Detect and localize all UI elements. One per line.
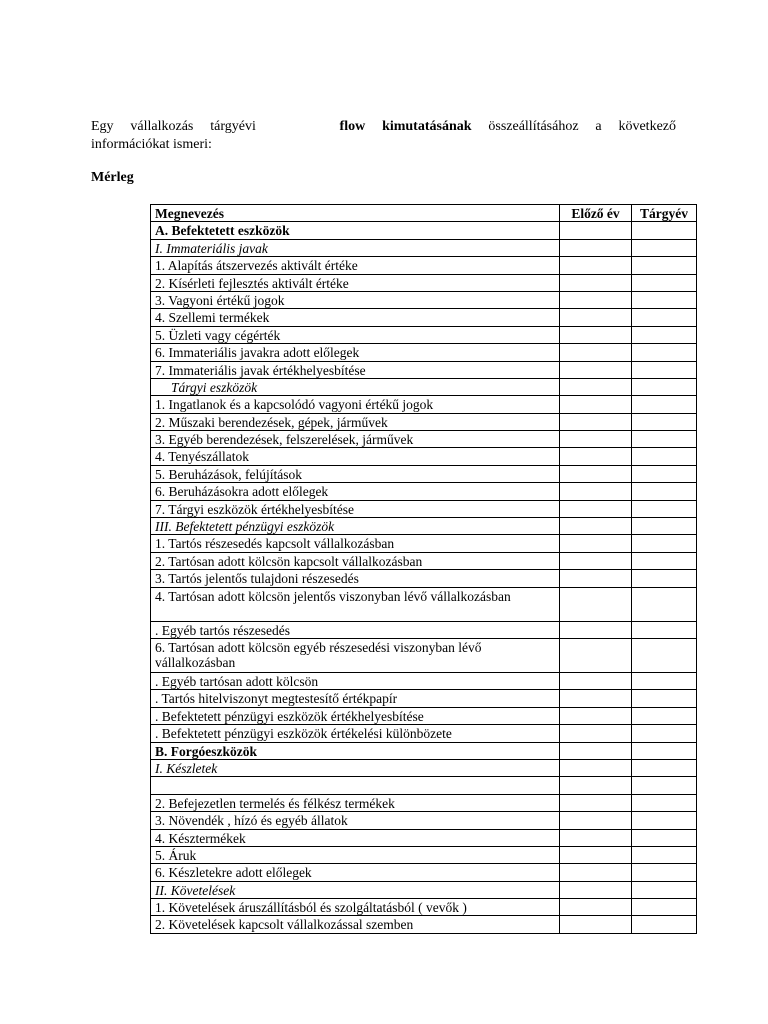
table-row	[151, 864, 697, 881]
cell-targyev	[632, 326, 697, 343]
cell-elozo-ev	[560, 672, 632, 689]
table-row	[151, 725, 697, 742]
row-label: 2. Követelések kapcsolt vállalkozással szemben	[151, 916, 560, 933]
row-label: 7. Immateriális javak értékhelyesbítése	[151, 361, 560, 378]
cell-targyev	[632, 274, 697, 291]
intro-line-1	[91, 118, 676, 136]
cell-targyev	[632, 239, 697, 256]
cell-elozo-ev	[560, 707, 632, 724]
table-row	[151, 257, 697, 274]
table-row	[151, 291, 697, 308]
cell-elozo-ev	[560, 899, 632, 916]
intro-word: összeállításához	[488, 119, 579, 134]
cell-targyev	[632, 309, 697, 326]
row-label: 5. Beruházások, felújítások	[151, 465, 560, 482]
table-row	[151, 707, 697, 724]
row-label: 3. Vagyoni értékű jogok	[151, 291, 560, 308]
intro-word: a	[595, 119, 602, 134]
cell-targyev	[632, 621, 697, 638]
cell-elozo-ev	[560, 759, 632, 776]
intro-line-2: információkat ismeri:	[91, 137, 212, 152]
cell-targyev	[632, 777, 697, 794]
table-row	[151, 777, 697, 794]
intro-gap	[273, 118, 323, 136]
table-row	[151, 309, 697, 326]
row-label: 4. Szellemi termékek	[151, 309, 560, 326]
cell-targyev	[632, 707, 697, 724]
table-row	[151, 465, 697, 482]
table-row	[151, 759, 697, 776]
cell-targyev	[632, 465, 697, 482]
row-label: B. Forgóeszközök	[151, 742, 560, 759]
table-row	[151, 326, 697, 343]
cell-elozo-ev	[560, 846, 632, 863]
cell-elozo-ev	[560, 274, 632, 291]
cell-elozo-ev	[560, 587, 632, 621]
table-row	[151, 500, 697, 517]
cell-targyev	[632, 846, 697, 863]
cell-elozo-ev	[560, 570, 632, 587]
row-label: 3. Tartós jelentős tulajdoni részesedés	[151, 570, 560, 587]
row-label: 3. Egyéb berendezések, felszerelések, járművek	[151, 431, 560, 448]
row-label: III. Befektetett pénzügyi eszközök	[151, 518, 560, 535]
table-row	[151, 361, 697, 378]
row-label: 1. Követelések áruszállításból és szolgáltatásból ( vevők )	[151, 899, 560, 916]
cell-elozo-ev	[560, 552, 632, 569]
cell-elozo-ev	[560, 621, 632, 638]
table-row	[151, 916, 697, 933]
table-row	[151, 587, 697, 621]
row-label: . Egyéb tartósan adott kölcsön	[151, 672, 560, 689]
table-row	[151, 535, 697, 552]
cell-elozo-ev	[560, 448, 632, 465]
row-label	[151, 777, 560, 794]
cell-targyev	[632, 344, 697, 361]
cell-targyev	[632, 222, 697, 239]
row-label: 6. Beruházásokra adott előlegek	[151, 483, 560, 500]
cell-elozo-ev	[560, 742, 632, 759]
cell-elozo-ev	[560, 257, 632, 274]
cell-targyev	[632, 672, 697, 689]
row-label: . Befektetett pénzügyi eszközök értékelési különbözete	[151, 725, 560, 742]
cell-elozo-ev	[560, 291, 632, 308]
cell-elozo-ev	[560, 413, 632, 430]
cell-targyev	[632, 378, 697, 395]
cell-targyev	[632, 552, 697, 569]
row-label: . Befektetett pénzügyi eszközök értékhelyesbítése	[151, 707, 560, 724]
table-row	[151, 344, 697, 361]
table-row	[151, 378, 697, 395]
section-title: Mérleg	[91, 170, 134, 185]
cell-elozo-ev	[560, 326, 632, 343]
intro-word-bold: kimutatásának	[382, 119, 472, 134]
row-label: II. Követelések	[151, 881, 560, 898]
table-row	[151, 621, 697, 638]
row-label: 6. Immateriális javakra adott előlegek	[151, 344, 560, 361]
row-label: I. Készletek	[151, 759, 560, 776]
table-row	[151, 222, 697, 239]
table-header-row	[151, 205, 697, 222]
cell-elozo-ev	[560, 690, 632, 707]
row-label: 2. Tartósan adott kölcsön kapcsolt vállalkozásban	[151, 552, 560, 569]
row-label: 6. Tartósan adott kölcsön egyéb részesedési viszonyban lévő vállalkozásban	[151, 638, 560, 672]
cell-elozo-ev	[560, 222, 632, 239]
intro-paragraph	[91, 118, 676, 154]
header-targyev: Tárgyév	[632, 205, 697, 222]
table-row	[151, 552, 697, 569]
table-body	[151, 222, 697, 933]
cell-targyev	[632, 396, 697, 413]
cell-targyev	[632, 500, 697, 517]
row-label: 2. Műszaki berendezések, gépek, járművek	[151, 413, 560, 430]
cell-elozo-ev	[560, 777, 632, 794]
cell-targyev	[632, 535, 697, 552]
cell-elozo-ev	[560, 638, 632, 672]
cell-targyev	[632, 483, 697, 500]
table-row	[151, 570, 697, 587]
cell-targyev	[632, 899, 697, 916]
cell-targyev	[632, 742, 697, 759]
header-elozo-ev: Előző év	[560, 205, 632, 222]
cell-elozo-ev	[560, 916, 632, 933]
table-row	[151, 518, 697, 535]
cell-targyev	[632, 690, 697, 707]
row-label: 4. Késztermékek	[151, 829, 560, 846]
cell-targyev	[632, 725, 697, 742]
intro-word: vállalkozás	[130, 119, 194, 134]
row-label: 5. Áruk	[151, 846, 560, 863]
table-row	[151, 638, 697, 672]
table-row	[151, 396, 697, 413]
cell-targyev	[632, 431, 697, 448]
table-row	[151, 448, 697, 465]
table-row	[151, 672, 697, 689]
row-label: 4. Tartósan adott kölcsön jelentős viszonyban lévő vállalkozásban	[151, 587, 560, 621]
cell-elozo-ev	[560, 396, 632, 413]
cell-targyev	[632, 829, 697, 846]
row-label: I. Immateriális javak	[151, 239, 560, 256]
table-row	[151, 829, 697, 846]
row-label: 5. Üzleti vagy cégérték	[151, 326, 560, 343]
cell-elozo-ev	[560, 378, 632, 395]
cell-targyev	[632, 291, 697, 308]
cell-elozo-ev	[560, 812, 632, 829]
row-label: A. Befektetett eszközök	[151, 222, 560, 239]
cell-targyev	[632, 413, 697, 430]
cell-targyev	[632, 881, 697, 898]
cell-targyev	[632, 587, 697, 621]
table-row	[151, 794, 697, 811]
row-label: 7. Tárgyi eszközök értékhelyesbítése	[151, 500, 560, 517]
row-label: 4. Tenyészállatok	[151, 448, 560, 465]
cell-elozo-ev	[560, 881, 632, 898]
table-row	[151, 812, 697, 829]
table-row	[151, 881, 697, 898]
cell-targyev	[632, 448, 697, 465]
cell-targyev	[632, 638, 697, 672]
cell-elozo-ev	[560, 500, 632, 517]
cell-elozo-ev	[560, 725, 632, 742]
row-label: 2. Befejezetlen termelés és félkész termékek	[151, 794, 560, 811]
intro-word: tárgyévi	[210, 119, 256, 134]
cell-targyev	[632, 257, 697, 274]
table-row	[151, 239, 697, 256]
row-label: . Tartós hitelviszonyt megtestesítő értékpapír	[151, 690, 560, 707]
cell-targyev	[632, 518, 697, 535]
cell-targyev	[632, 759, 697, 776]
table-row	[151, 483, 697, 500]
cell-elozo-ev	[560, 535, 632, 552]
intro-word: következő	[618, 119, 676, 134]
row-label: . Egyéb tartós részesedés	[151, 621, 560, 638]
row-label: 1. Tartós részesedés kapcsolt vállalkozásban	[151, 535, 560, 552]
table-row	[151, 274, 697, 291]
cell-elozo-ev	[560, 239, 632, 256]
cell-targyev	[632, 916, 697, 933]
cell-elozo-ev	[560, 864, 632, 881]
cell-targyev	[632, 864, 697, 881]
row-label: 2. Kísérleti fejlesztés aktivált értéke	[151, 274, 560, 291]
cell-elozo-ev	[560, 344, 632, 361]
cell-elozo-ev	[560, 483, 632, 500]
cell-elozo-ev	[560, 431, 632, 448]
intro-word-bold: flow	[339, 119, 366, 134]
table-row	[151, 690, 697, 707]
cell-targyev	[632, 570, 697, 587]
table-row	[151, 413, 697, 430]
intro-word: Egy	[91, 119, 114, 134]
cell-elozo-ev	[560, 309, 632, 326]
cell-elozo-ev	[560, 829, 632, 846]
cell-targyev	[632, 794, 697, 811]
balance-sheet-table	[150, 204, 697, 934]
row-label: 6. Készletekre adott előlegek	[151, 864, 560, 881]
header-megnevezes: Megnevezés	[151, 205, 560, 222]
cell-elozo-ev	[560, 361, 632, 378]
row-label: 3. Növendék , hízó és egyéb állatok	[151, 812, 560, 829]
row-label: Tárgyi eszközök	[151, 378, 560, 395]
cell-elozo-ev	[560, 518, 632, 535]
cell-elozo-ev	[560, 465, 632, 482]
cell-targyev	[632, 812, 697, 829]
cell-elozo-ev	[560, 794, 632, 811]
cell-targyev	[632, 361, 697, 378]
row-label: 1. Alapítás átszervezés aktivált értéke	[151, 257, 560, 274]
table-row	[151, 846, 697, 863]
table-row	[151, 431, 697, 448]
row-label: 1. Ingatlanok és a kapcsolódó vagyoni értékű jogok	[151, 396, 560, 413]
table-row	[151, 742, 697, 759]
table-row	[151, 899, 697, 916]
